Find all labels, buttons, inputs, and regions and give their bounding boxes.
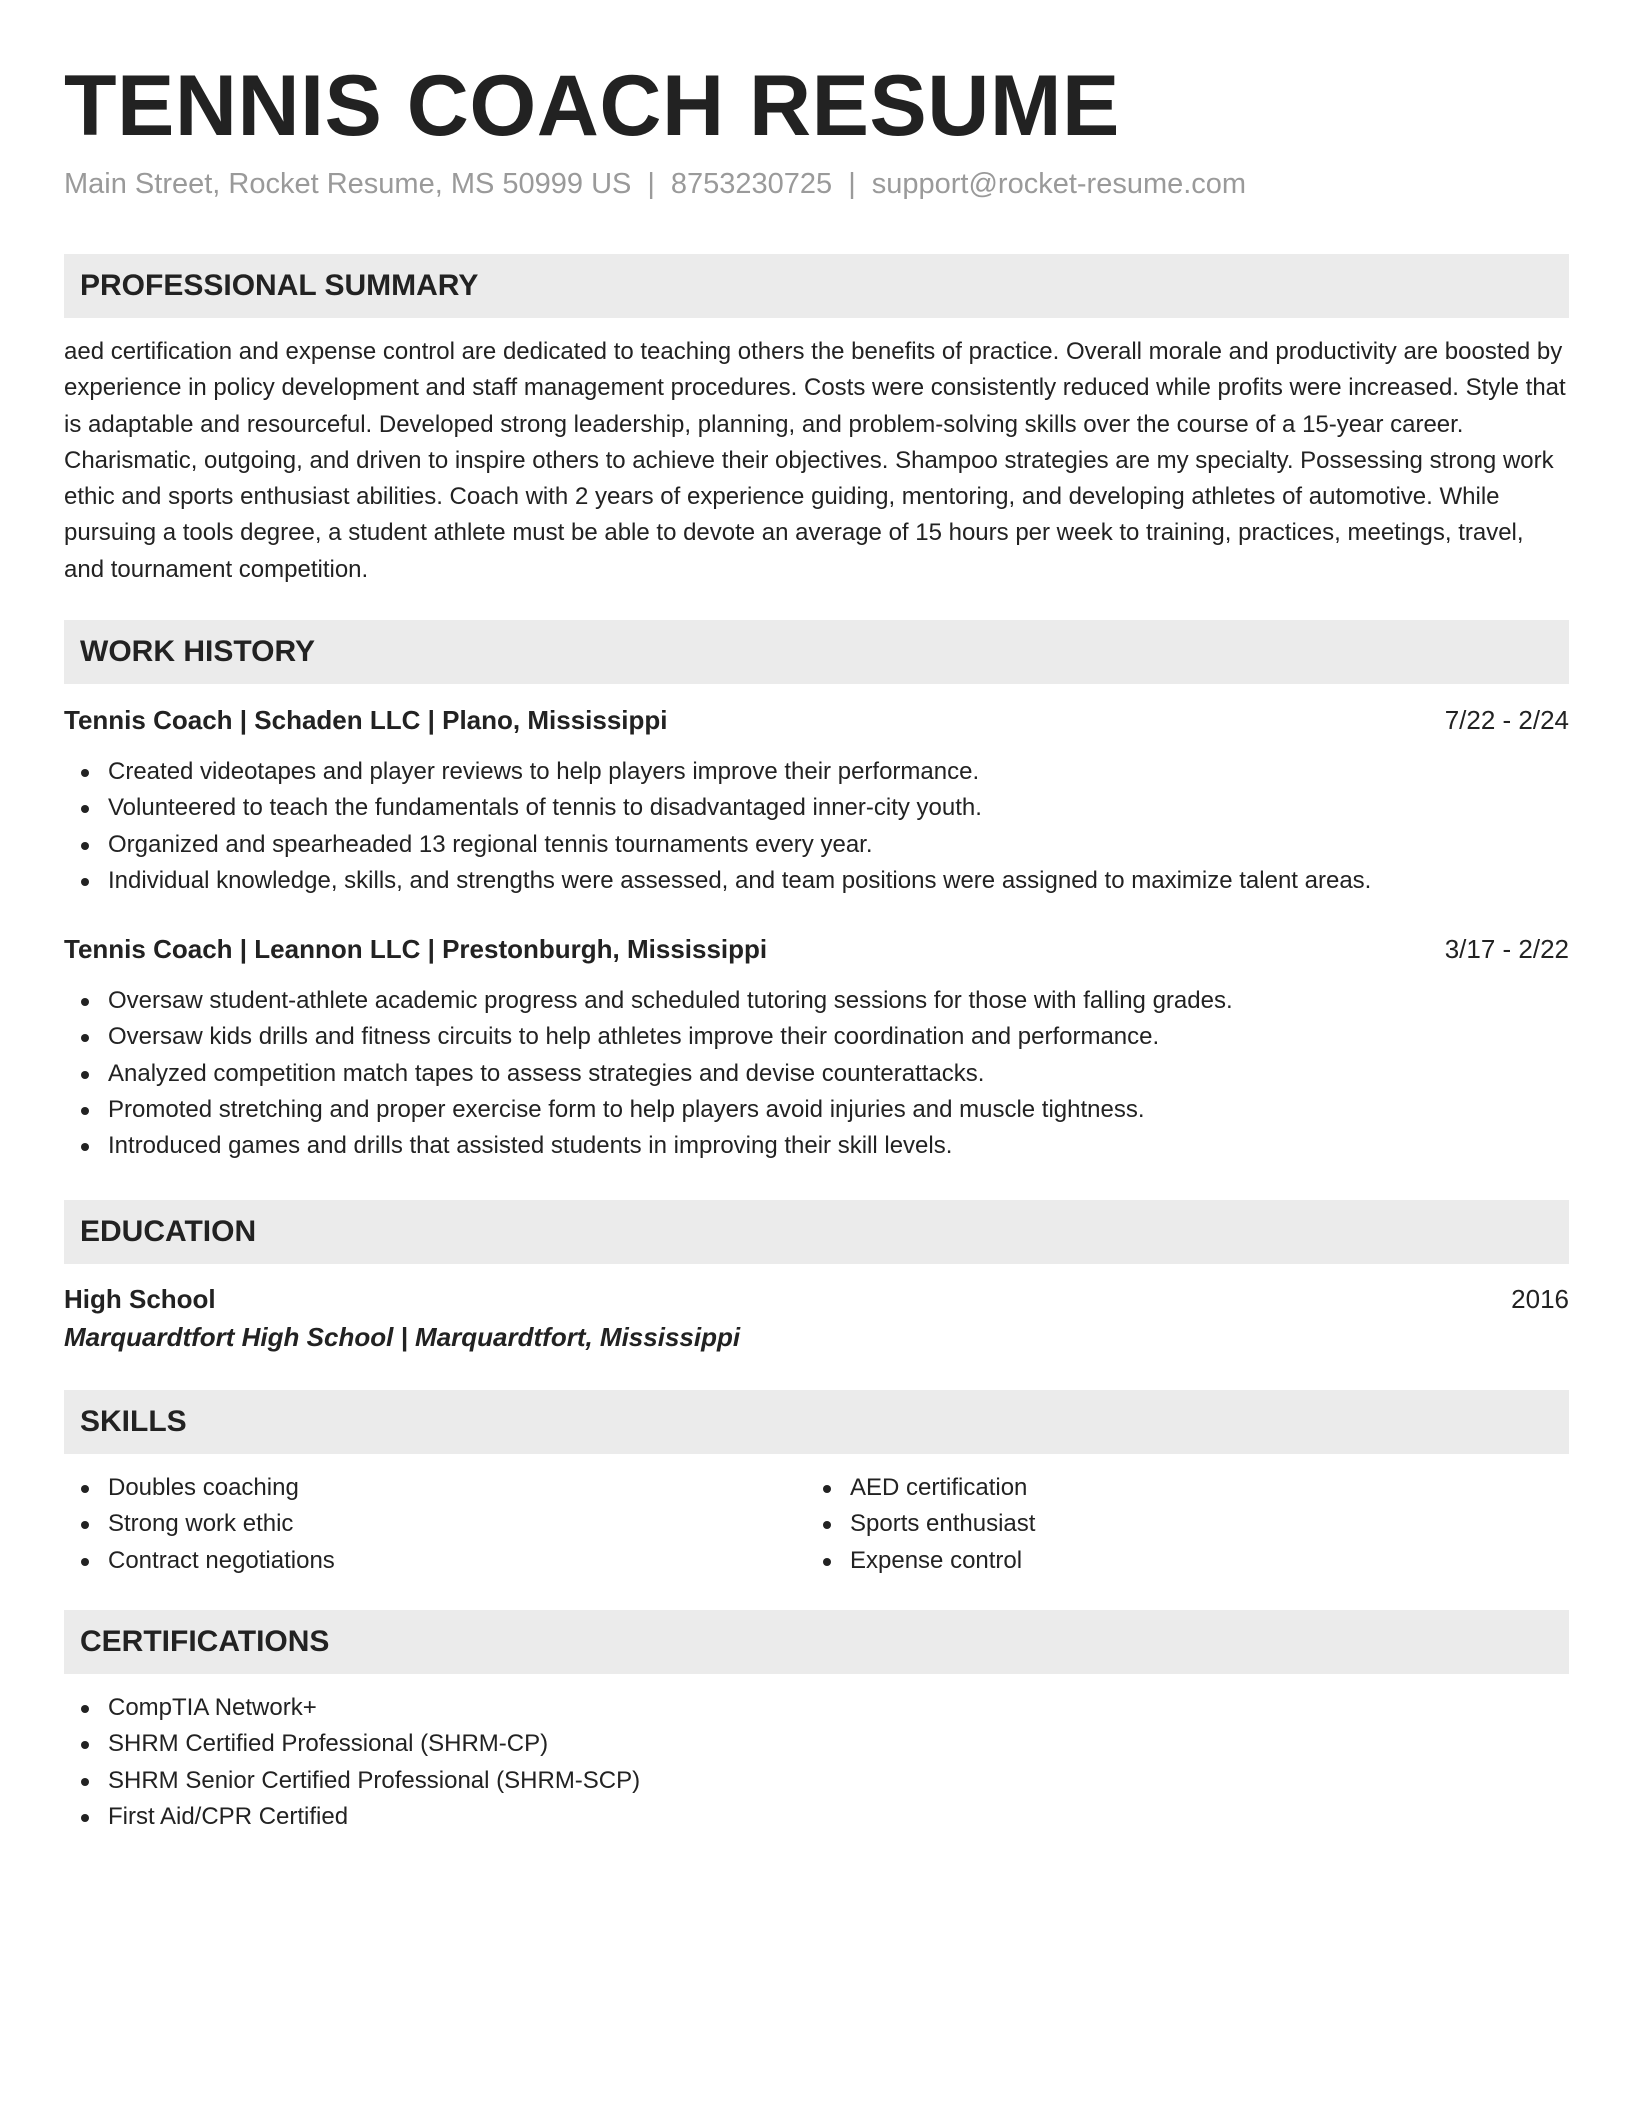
certifications-section [64,1610,1569,1835]
job-dates: 7/22 - 2/24 [1444,705,1569,735]
education-degree: High School [64,1284,216,1314]
skill-item: AED certification [806,1470,1548,1506]
summary-heading: PROFESSIONAL SUMMARY [64,254,1569,318]
list-item: Volunteered to teach the fundamentals of tennis to disadvantaged inner-city youth. [64,790,1569,826]
contact-email: support@rocket-resume.com [871,168,1247,200]
job-header [64,931,1569,967]
contact-address: Main Street, Rocket Resume, MS 50999 US [64,168,632,200]
education-year: 2016 [1511,1284,1569,1314]
skill-item: Expense control [806,1543,1548,1579]
job-entry [64,702,1569,899]
list-item: Analyzed competition match tapes to assess strategies and devise counterattacks. [64,1056,1569,1092]
certification-item: First Aid/CPR Certified [64,1799,1569,1835]
education-section [64,1200,1569,1356]
certifications-heading: CERTIFICATIONS [64,1610,1569,1674]
education-school: Marquardtfort High School | Marquardtfort, Mississippi [64,1322,741,1352]
summary-section [64,254,1569,588]
job-bullets [64,754,1569,899]
skills-section [64,1390,1569,1579]
skills-column-right [806,1470,1548,1579]
list-item: Individual knowledge, skills, and strengths were assessed, and team positions were assigned to maximize talent areas. [64,863,1569,899]
list-item: Oversaw kids drills and fitness circuits to help athletes improve their coordination and performance. [64,1019,1569,1055]
contact-separator: | [848,168,856,200]
skills-column-left [64,1470,806,1579]
certifications-list [64,1690,1569,1835]
skill-item: Contract negotiations [64,1543,806,1579]
job-bullets [64,983,1569,1164]
contact-phone: 8753230725 [670,168,833,200]
list-item: Organized and spearheaded 13 regional tennis tournaments every year. [64,827,1569,863]
list-item: Oversaw student-athlete academic progress and scheduled tutoring sessions for those with falling grades. [64,983,1569,1019]
education-heading: EDUCATION [64,1200,1569,1264]
skill-item: Strong work ethic [64,1506,806,1542]
job-title: Tennis Coach | Leannon LLC | Prestonburgh, Mississippi [64,934,768,965]
certification-item: SHRM Senior Certified Professional (SHRM-SCP) [64,1763,1569,1799]
job-title: Tennis Coach | Schaden LLC | Plano, Mississippi [64,705,668,735]
resume-title: TENNIS COACH RESUME [64,58,1120,154]
work-history-section [64,620,1569,1165]
skill-item: Sports enthusiast [806,1506,1548,1542]
list-item: Introduced games and drills that assisted students in improving their skill levels. [64,1128,1569,1164]
job-dates: 3/17 - 2/22 [1444,934,1569,965]
contact-line [64,166,1246,202]
skills-grid [64,1470,1569,1579]
list-item: Promoted stretching and proper exercise form to help players avoid injuries and muscle tightness. [64,1092,1569,1128]
education-row [64,1280,1569,1318]
list-item: Created videotapes and player reviews to help players improve their performance. [64,754,1569,790]
skill-item: Doubles coaching [64,1470,806,1506]
job-header [64,702,1569,738]
certification-item: SHRM Certified Professional (SHRM-CP) [64,1726,1569,1762]
job-entry [64,931,1569,1164]
summary-text: aed certification and expense control are dedicated to teaching others the benefits of practice. Overall morale and productivity are boosted by experience in policy development and staff management procedures. Costs were consistently reduced while profits were increased. Style that is adaptable and resourceful. Developed strong leadership, planning, and problem-solving skills over the course of a 15-year career. Charismatic, outgoing, and driven to inspire others to achieve their objectives. Shampoo strategies are my specialty. Possessing strong work ethic and sports enthusiast abilities. Coach with 2 years of experience guiding, mentoring, and developing athletes of automotive. While pursuing a tools degree, a student athlete must be able to devote an average of 15 hours per week to training, practices, meetings, travel, and tournament competition. [64,338,1566,583]
contact-separator: | [647,168,655,200]
certification-item: CompTIA Network+ [64,1690,1569,1726]
work-history-heading: WORK HISTORY [64,620,1569,684]
skills-heading: SKILLS [64,1390,1569,1454]
